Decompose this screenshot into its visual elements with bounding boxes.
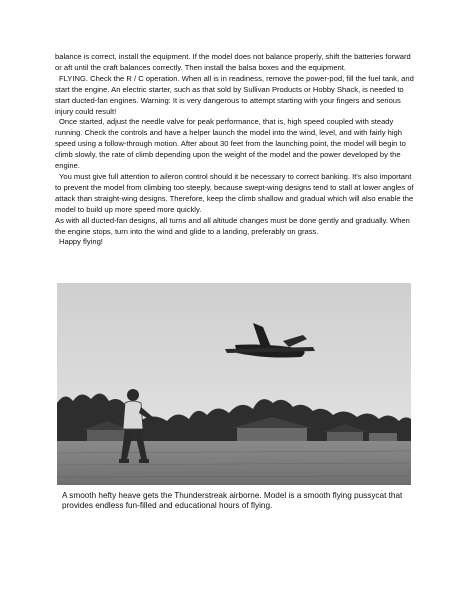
paragraph-aileron: You must give full attention to aileron control should it be necessary to correct banking. It's also important to prevent the model from climbing too steeply, because swept-wing designs tend to stall at lower angles of attack than straight-wing designs. Therefore, keep the climb shallow and gradual which will also enable the model to build up more speed more quickly.	[55, 171, 414, 214]
paragraph-launch: Once started, adjust the needle valve for peak performance, that is, high speed coupled with steady running. Check the controls and have a helper launch the model into the wind, level, and with fairly high speed using a follow-through motion. After about 30 feet from the launching point, the model will begin to climb slowly, the rate of climb depending upon the weight of the model and the power developed by the engine.	[55, 117, 406, 171]
article-body	[55, 52, 415, 248]
grass-field	[57, 441, 411, 485]
paragraph-1: balance is correct, install the equipment. If the model does not balance properly, shift the batteries forward or aft until the craft balances correctly. Then install the balsa boxes and the equipment.	[55, 52, 411, 72]
photo-illustration	[57, 283, 411, 485]
paragraph-ducted-fan: As with all ducted-fan designs, all turns and all altitude changes must be done gently and gradually. When the engine stops, turn into the wind and glide to a landing, preferably on grass.	[55, 215, 410, 236]
paragraph-happy-flying: Happy flying!	[59, 237, 103, 247]
paragraph-flying: FLYING. Check the R / C operation. When all is in readiness, remove the power-pod, fill the fuel tank, and start the engine. An electric starter, such as that sold by Sullivan Products or Hobby Shack, is needed to start ducted-fan engines. Warning: It is very dangerous to attempt starting with your fingers and serious injury could result!	[55, 73, 414, 116]
flight-photo	[57, 283, 411, 485]
photo-caption: A smooth hefty heave gets the Thunderstreak airborne. Model is a smooth flying pussycat that provides endless fun-filled and educational hours of flying.	[62, 491, 403, 510]
